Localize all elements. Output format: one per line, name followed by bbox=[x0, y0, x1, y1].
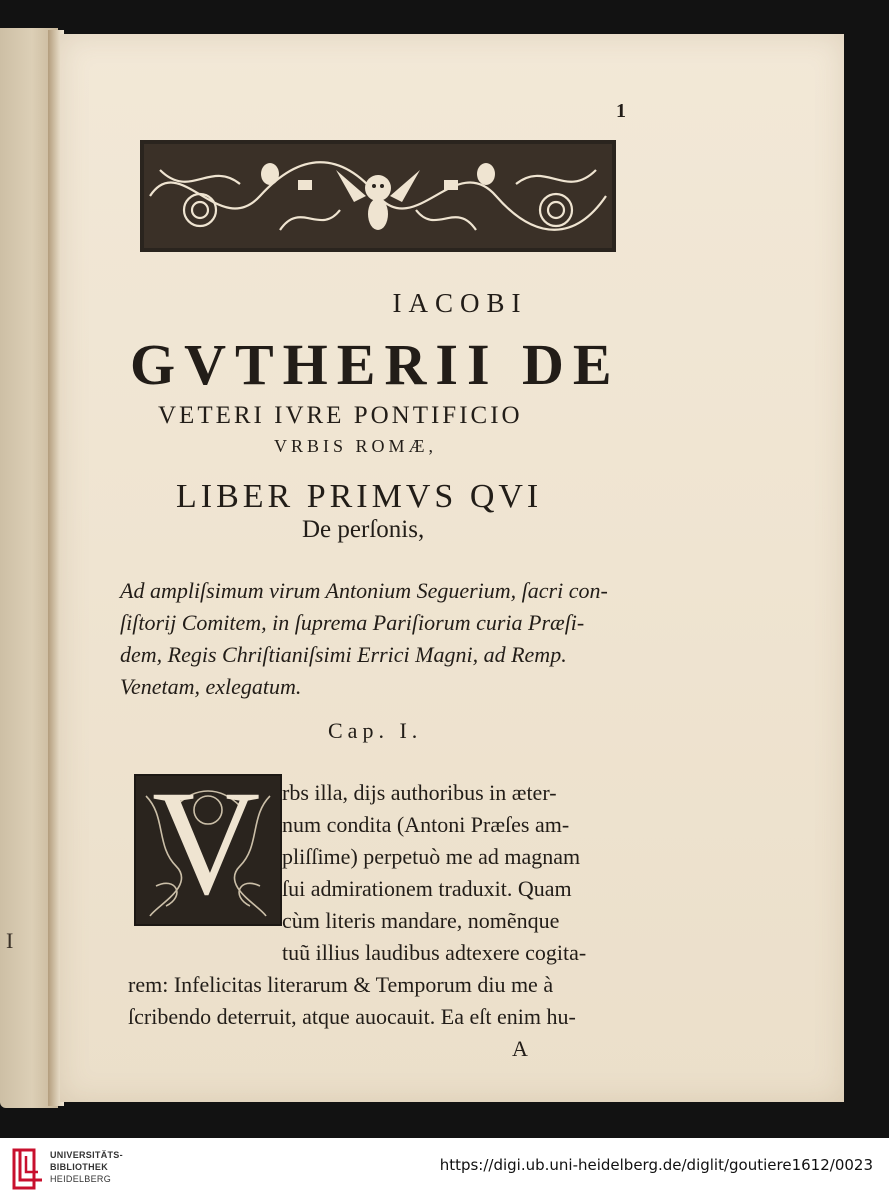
title-surname: GVTHERII DE bbox=[130, 332, 621, 397]
decorated-initial bbox=[134, 760, 282, 926]
dedication-line: Ad ampliſsimum virum Antonium Seguerium, ſacri con- bbox=[120, 578, 608, 603]
chapter-heading: Cap. I. bbox=[328, 718, 423, 743]
body-line: rem: Infelicitas literarum & Temporum diu me à bbox=[128, 972, 554, 997]
library-logo-icon[interactable] bbox=[12, 1146, 46, 1192]
dedication-line: Venetam, exlegatum. bbox=[120, 674, 302, 699]
body-line: num condita (Antoni Præſes am- bbox=[282, 812, 570, 837]
body-line: cùm literis mandare, nomẽnque bbox=[282, 908, 560, 933]
body-line: tuũ illius laudibus adtexere cogita- bbox=[282, 940, 587, 965]
author-name: IACOBI bbox=[392, 288, 528, 318]
book-subtitle: De perſonis, bbox=[302, 516, 425, 543]
title-subtitle: VETERI IVRE PONTIFICIO bbox=[158, 402, 523, 429]
body-line: ſui admirationem traduxit. Quam bbox=[282, 876, 572, 901]
book-page bbox=[60, 34, 844, 1102]
drop-cap-letter: V bbox=[152, 760, 261, 926]
permalink-url[interactable]: https://digi.ub.uni-heidelberg.de/diglit/goutiere1612/0023 bbox=[439, 1156, 873, 1174]
body-line: pliſſime) perpetuò me ad magnam bbox=[282, 844, 581, 869]
title-subtitle-city: VRBIS ROMÆ, bbox=[274, 436, 438, 456]
headpiece-ornament bbox=[140, 140, 616, 252]
logo-text-line: UNIVERSITÄTS- bbox=[50, 1150, 123, 1160]
dedication-line: dem, Regis Chriſtianiſsimi Errici Magni, ad Remp. bbox=[120, 642, 567, 667]
logo-text-line: BIBLIOTHEK bbox=[50, 1162, 108, 1172]
left-page-mark: I bbox=[6, 928, 14, 953]
viewer-footer bbox=[0, 1138, 889, 1200]
logo-text-line: HEIDELBERG bbox=[50, 1174, 112, 1184]
body-line: rbs illa, dijs authoribus in æter- bbox=[282, 780, 557, 805]
body-line: ſcribendo deterruit, atque auocauit. Ea eſt enim hu- bbox=[128, 1004, 576, 1029]
dedication-line: ſiſtorij Comitem, in ſuprema Pariſiorum curia Præſi- bbox=[120, 610, 585, 635]
page-number: 1 bbox=[616, 100, 626, 122]
book-title: LIBER PRIMVS QVI bbox=[176, 478, 543, 515]
catchword: A bbox=[512, 1036, 528, 1061]
